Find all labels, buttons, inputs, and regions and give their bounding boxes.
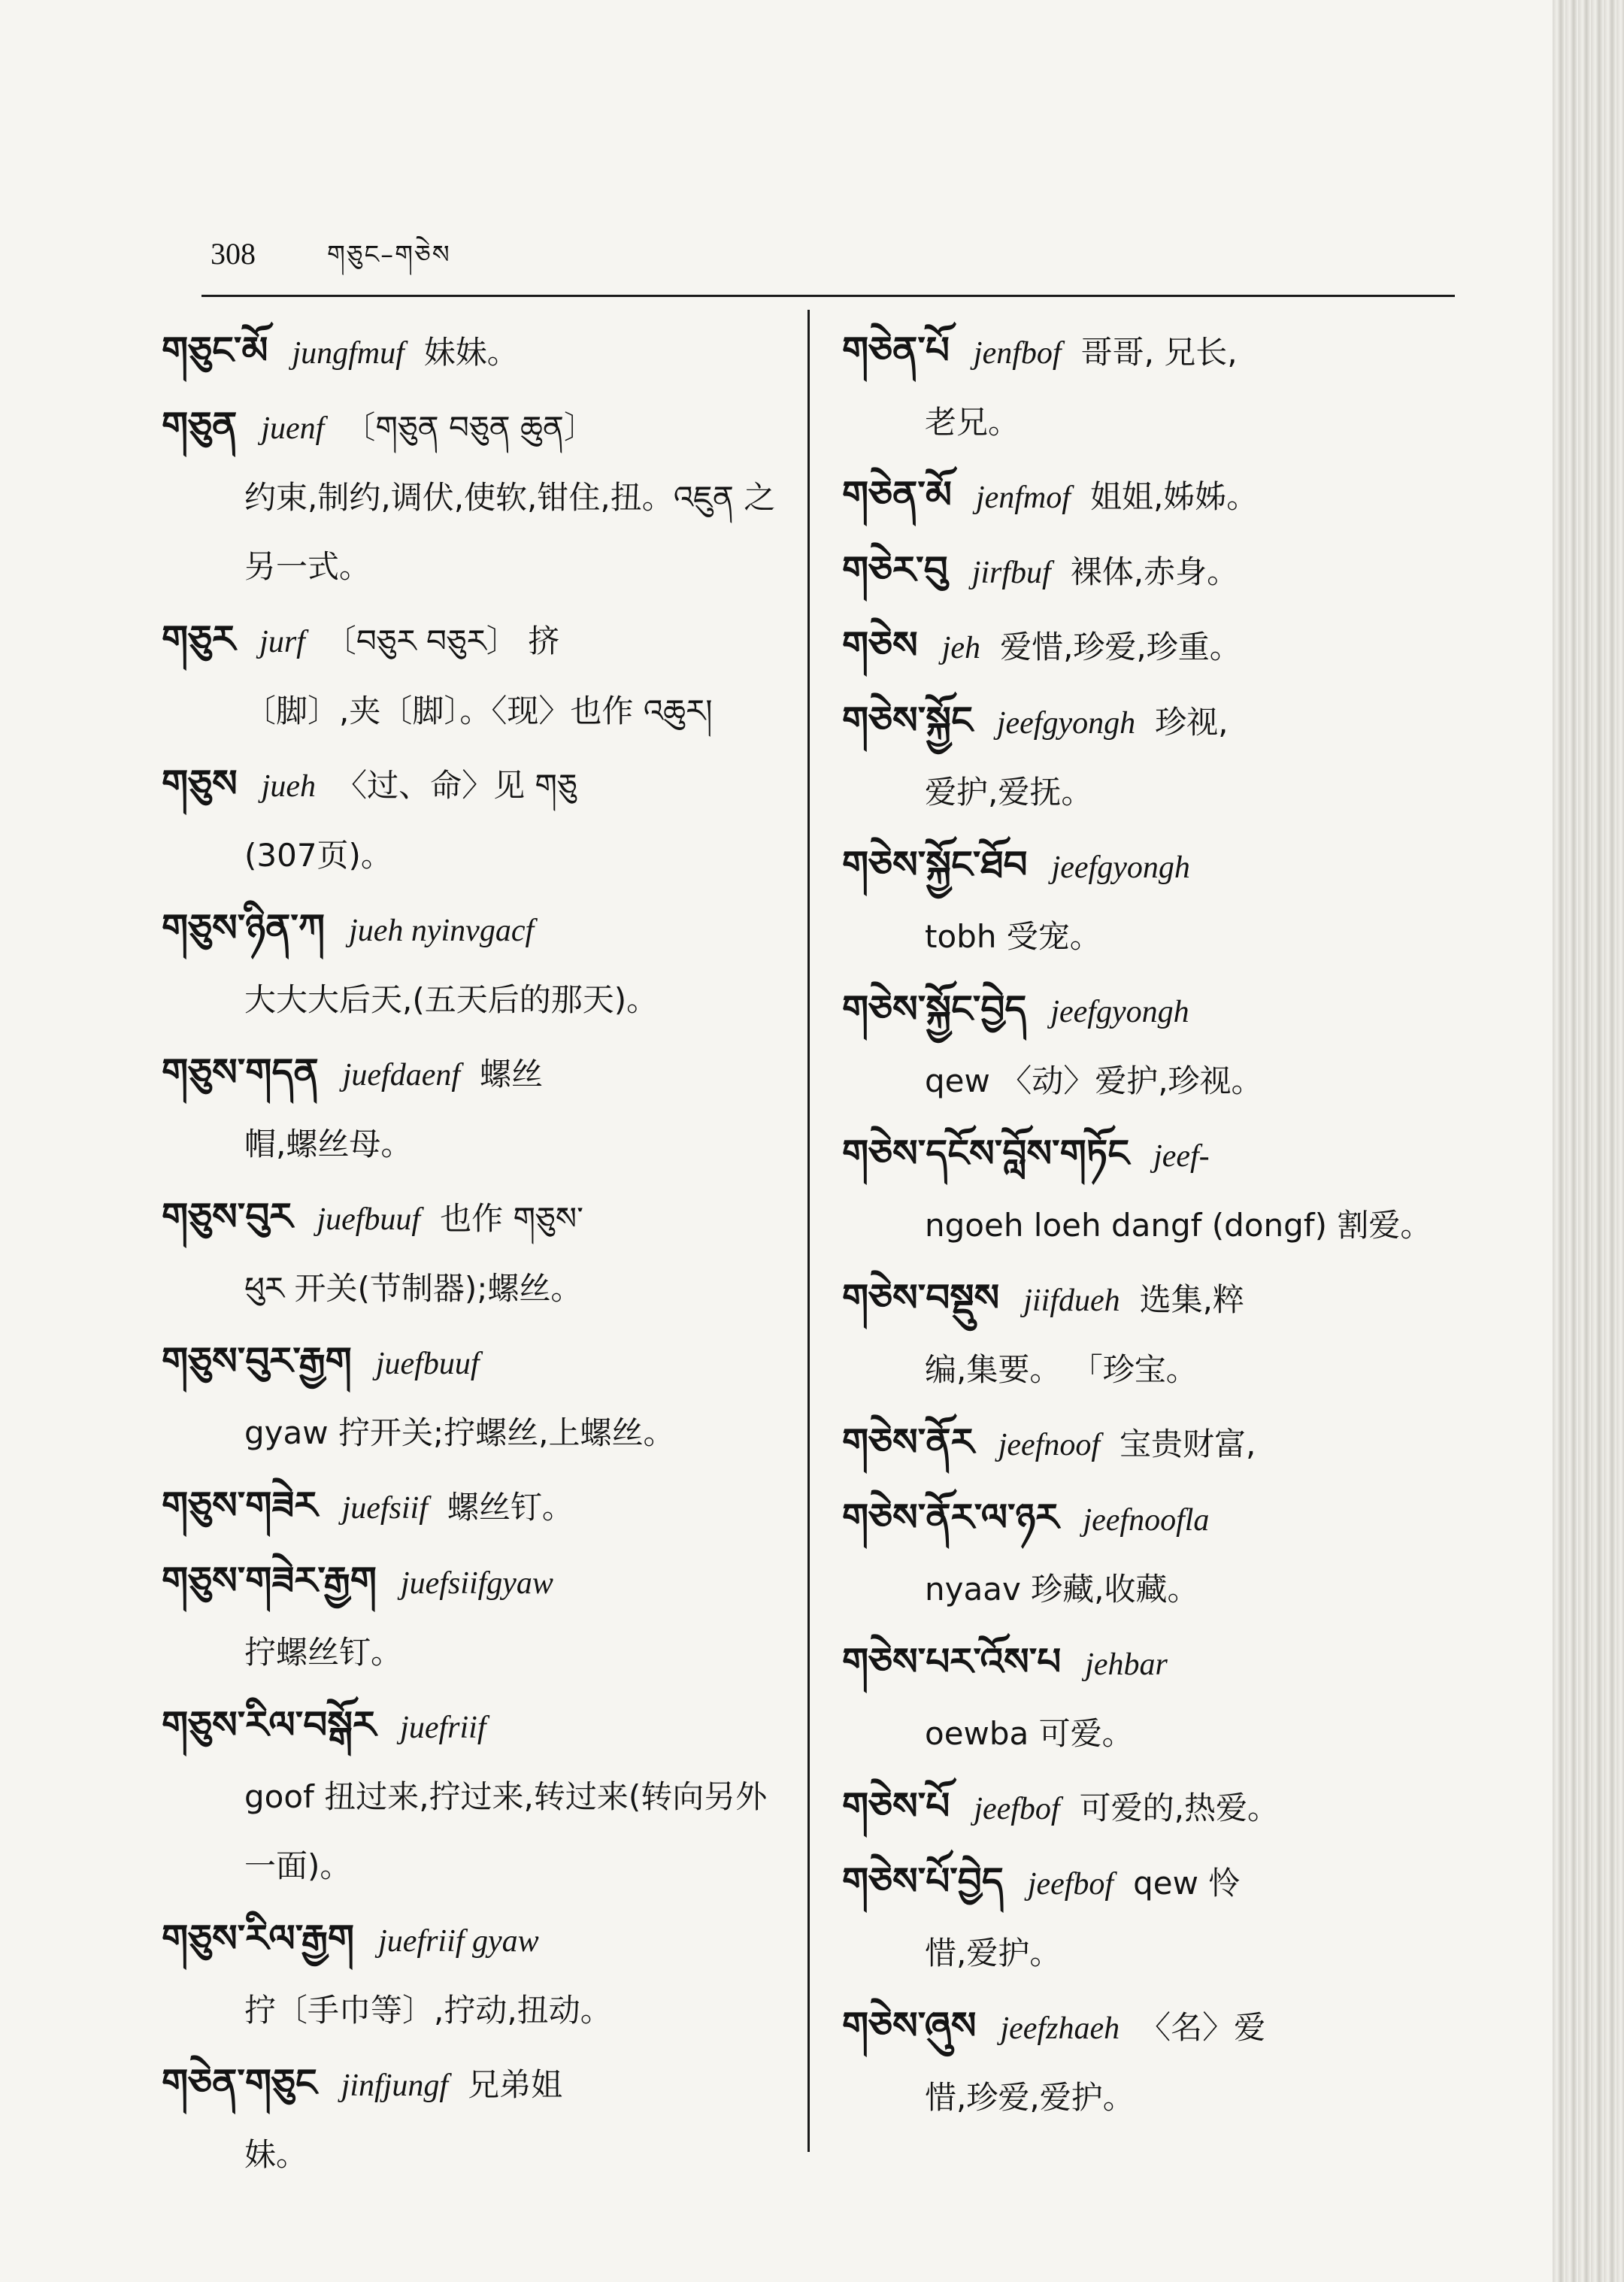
entry-headword: གཅེས་སྐྱོང་ཐོབ	[842, 843, 1028, 886]
entry-romanization: jeefzhaeh	[1000, 2011, 1120, 2046]
entry-romanization: jirfbuf	[971, 556, 1051, 590]
entry-continuation: 〔脚〕,夹〔脚〕。〈现〉也作 འཆུར།	[244, 692, 713, 729]
entry-headword: གཅེས་ནོར	[842, 1420, 974, 1464]
entry-gloss: 姐姐,姊姊。	[1089, 478, 1259, 515]
entry-gloss: 〈名〉爱	[1139, 2009, 1266, 2046]
dictionary-entry	[842, 830, 1459, 971]
entry-continuation: 惜,爱护。	[925, 1935, 1062, 1971]
entry-romanization: jenfbof	[973, 336, 1062, 371]
entry-continuation: oewba 可爱。	[925, 1715, 1134, 1752]
entry-gloss: 可爱的,热爱。	[1079, 1790, 1279, 1826]
entry-continuation: 老兄。	[925, 404, 1020, 441]
entry-gloss: 宝贵财富,	[1120, 1426, 1256, 1462]
entry-romanization: jurf	[259, 625, 305, 659]
entry-continuation: (307页)。	[244, 837, 392, 874]
entry-headword: གཅེས་པར་འོས་པ	[842, 1640, 1062, 1683]
entry-gloss: 螺丝	[480, 1056, 544, 1093]
entry-gloss: 也作 གཅུས་	[440, 1200, 583, 1237]
entry-continuation: 编,集要。 「珍宝。	[925, 1351, 1198, 1388]
running-head: གཅུང–གཅེས	[327, 240, 451, 270]
entry-romanization: jeefgyongh	[1051, 850, 1190, 885]
entry-gloss: 裸体,赤身。	[1070, 553, 1239, 590]
entry-gloss: qew 怜	[1133, 1865, 1241, 1902]
entry-continuation: 拧〔手巾等〕,拧动,扭动。	[244, 1992, 612, 2029]
entry-romanization: jeef-	[1153, 1139, 1210, 1174]
entry-continuation: gyaw 拧开关;拧螺丝,上螺丝。	[244, 1414, 675, 1451]
dictionary-entry	[162, 2048, 789, 2190]
entry-continuation: ngoeh loeh dangf (dongf) 割爱。	[925, 1207, 1432, 1244]
dictionary-entry	[162, 893, 789, 1035]
dictionary-entry	[162, 1690, 789, 1901]
entry-headword: གཅུང་མོ	[162, 329, 268, 372]
entry-romanization: jeefbof	[974, 1792, 1060, 1826]
entry-continuation: 约束,制约,调伏,使软,钳住,扭。འཇུན 之另一式。	[244, 479, 776, 585]
entry-headword: གཅེན་གཅུང	[162, 2061, 317, 2105]
entry-headword: གཅེས་སྐྱོང	[842, 699, 973, 742]
dictionary-entry	[842, 1627, 1459, 1768]
entry-continuation: 妹。	[244, 2136, 308, 2173]
entry-continuation: goof 扭过来,拧过来,转过来(转向另外一面)。	[244, 1778, 768, 1884]
entry-headword: གཅེས་དངོས་བློས་གཏོང	[842, 1132, 1130, 1175]
dictionary-entry	[162, 749, 789, 890]
entry-romanization: jueh nyinvgacf	[349, 914, 535, 948]
entry-gloss: 妹妹。	[423, 334, 519, 371]
entry-gloss: 选集,粹	[1139, 1281, 1244, 1318]
entry-continuation: qew 〈动〉爱护,珍视。	[925, 1062, 1263, 1099]
dictionary-entry	[842, 316, 1459, 457]
dictionary-entry	[162, 1904, 789, 2045]
entry-continuation: 拧螺丝钉。	[244, 1634, 403, 1671]
entry-romanization: jenfmof	[975, 480, 1071, 515]
entry-headword: གཅེས	[842, 623, 918, 667]
page-header	[211, 226, 1451, 293]
dictionary-entry	[842, 1263, 1459, 1405]
dictionary-entry	[842, 686, 1459, 827]
entry-gloss: 〔བཅུར བཅུར〕 挤	[324, 623, 560, 659]
entry-continuation: tobh 受宠。	[925, 918, 1101, 955]
dictionary-entry	[842, 974, 1459, 1116]
entry-headword: གཅུས་རིལ་རྒྱག	[162, 1917, 355, 1960]
page-edge	[1553, 0, 1624, 2282]
dictionary-entry	[162, 391, 789, 602]
entry-romanization: jeefbof	[1027, 1867, 1114, 1902]
entry-gloss: 〔གཅུན བཅུན ཆུན〕	[344, 409, 595, 446]
entry-headword: གཅུས་རིལ་བསྒོར	[162, 1703, 377, 1747]
entry-continuation: ཕུར 开关(节制器);螺丝。	[244, 1270, 583, 1307]
entry-romanization: juefriif	[400, 1711, 486, 1745]
entry-romanization: juefbuuf	[375, 1347, 480, 1381]
entry-romanization: juefriif gyaw	[378, 1924, 539, 1959]
dictionary-entry	[842, 1119, 1459, 1260]
entry-romanization: jeefgyongh	[996, 706, 1136, 741]
entry-romanization: juenf	[261, 411, 325, 446]
entry-headword: གཅུས་བུར་རྒྱག	[162, 1339, 352, 1383]
entry-romanization: jeh	[941, 631, 981, 665]
dictionary-entry	[162, 1038, 789, 1179]
entry-romanization: jueh	[261, 769, 317, 804]
entry-headword: གཅེས་ཞུས	[842, 2004, 977, 2047]
entry-headword: གཅེས་པོ	[842, 1784, 950, 1828]
entry-gloss: 爱惜,珍爱,珍重。	[1000, 629, 1241, 665]
entry-headword: གཅུར	[162, 617, 236, 661]
dictionary-entry	[842, 1847, 1459, 1988]
entry-headword: གཅེན་མོ	[842, 473, 952, 517]
dictionary-entry	[162, 1182, 789, 1323]
dictionary-entry	[162, 316, 789, 388]
entry-romanization: jeefnoofla	[1083, 1503, 1210, 1538]
entry-headword: གཅུས་གཟེར	[162, 1483, 318, 1527]
dictionary-entry	[842, 1991, 1459, 2132]
entry-continuation: 惜,珍爱,爱护。	[925, 2079, 1135, 2116]
dictionary-entry	[162, 1326, 789, 1468]
entry-romanization: jehbar	[1085, 1647, 1168, 1682]
entry-romanization: juefdaenf	[342, 1058, 461, 1093]
entry-headword: གཅུས་བུར	[162, 1195, 293, 1238]
dictionary-entry	[842, 535, 1459, 608]
entry-romanization: juefsiifgyaw	[400, 1566, 553, 1601]
entry-gloss: 哥哥, 兄长,	[1080, 334, 1238, 371]
entry-gloss: 〈过、命〉见 གཅུ	[335, 767, 577, 804]
dictionary-entry	[842, 1483, 1459, 1624]
entry-headword: གཅུས	[162, 762, 238, 805]
column-divider	[807, 310, 810, 2152]
dictionary-entry	[842, 460, 1459, 532]
entry-headword: གཅེས་ནོར་ལ་ཉར	[842, 1496, 1059, 1539]
entry-headword: གཅེས་སྐྱོང་བྱེད	[842, 987, 1027, 1031]
entry-gloss: 螺丝钉。	[447, 1489, 574, 1526]
entry-headword: གཅུན	[162, 404, 238, 447]
entry-continuation: 帽,螺丝母。	[244, 1126, 413, 1162]
entry-headword: གཅེར་བུ	[842, 548, 948, 592]
dictionary-entry	[842, 1408, 1459, 1480]
dictionary-entry	[162, 605, 789, 746]
entry-romanization: jeefgyongh	[1050, 995, 1189, 1029]
dictionary-entry	[162, 1546, 789, 1687]
entry-romanization: jungfmuf	[292, 336, 404, 371]
entry-romanization: jinfjungf	[341, 2068, 449, 2103]
entry-romanization: juefsiif	[341, 1491, 428, 1526]
header-rule	[201, 295, 1455, 297]
entry-continuation: nyaav 珍藏,收藏。	[925, 1571, 1199, 1608]
entry-continuation: 爱护,爱抚。	[925, 774, 1093, 811]
dictionary-entry	[842, 1771, 1459, 1844]
entry-headword: གཅེན་པོ	[842, 329, 950, 372]
right-column	[842, 316, 1459, 2135]
entry-gloss: 兄弟姐	[468, 2066, 563, 2103]
entry-headword: གཅུས་གཟེར་རྒྱག	[162, 1559, 377, 1602]
entry-headword: གཅེས་པོ་བྱེད	[842, 1859, 1004, 1903]
entry-continuation: 大大大后天,(五天后的那天)。	[244, 981, 659, 1018]
page-number: 308	[211, 237, 256, 271]
entry-romanization: jeefnoof	[998, 1428, 1101, 1462]
entry-headword: གཅུས་ཉིན་ཀ	[162, 906, 326, 950]
left-column	[162, 316, 789, 2193]
dictionary-entry	[162, 1471, 789, 1543]
entry-gloss: 珍视,	[1155, 704, 1229, 741]
entry-headword: གཅེས་བསྡུས	[842, 1276, 1000, 1320]
dictionary-entry	[842, 611, 1459, 683]
entry-romanization: jiifdueh	[1023, 1283, 1120, 1318]
entry-romanization: juefbuuf	[317, 1202, 421, 1237]
entry-headword: གཅུས་གདན	[162, 1050, 319, 1094]
